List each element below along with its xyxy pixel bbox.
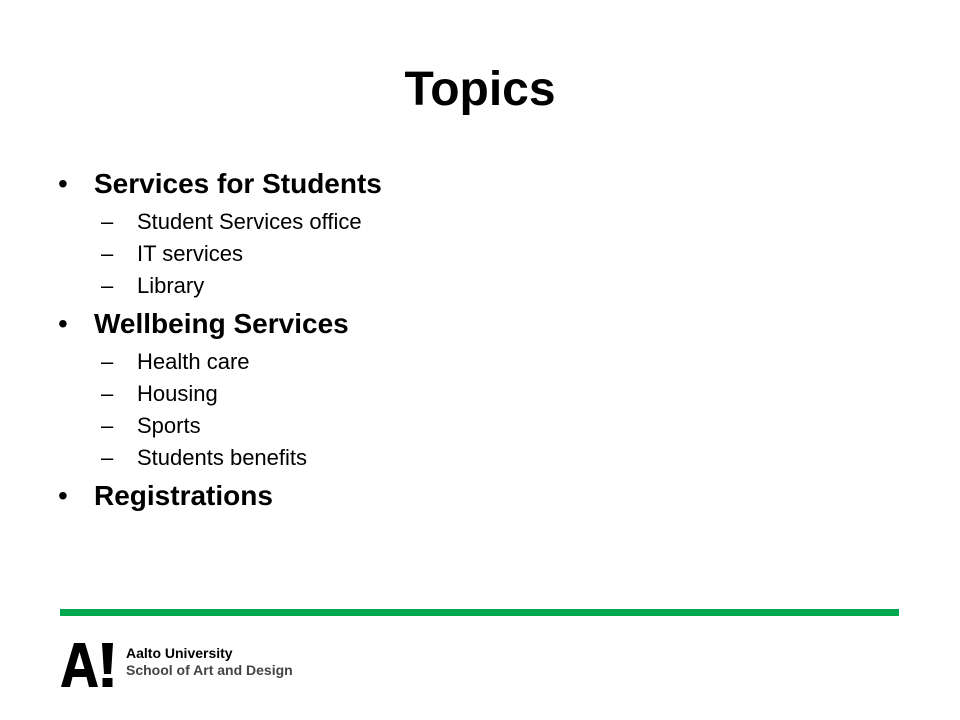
subitem-sports	[58, 410, 878, 442]
subitem-library	[58, 270, 878, 302]
logo-university-name: Aalto University	[126, 645, 233, 661]
subitem-students-benefits	[58, 442, 878, 474]
subitem-housing	[58, 378, 878, 410]
dash-icon: –	[101, 241, 114, 266]
aalto-logo-icon	[61, 642, 115, 688]
bullet-icon: •	[58, 168, 68, 199]
topic-label: Services for Students	[94, 168, 382, 199]
bullet-icon: •	[58, 308, 68, 339]
subitem-health-care	[58, 346, 878, 378]
dash-icon: –	[101, 381, 114, 406]
topic-label: Registrations	[94, 480, 273, 511]
subitem-it-services	[58, 238, 878, 270]
dash-icon: –	[101, 413, 114, 438]
topic-list	[58, 164, 878, 516]
subitem-label: Library	[137, 273, 205, 298]
dash-icon: –	[101, 273, 114, 298]
dash-icon: –	[101, 209, 114, 234]
slide-title: Topics	[404, 63, 556, 116]
subitem-student-services-office	[58, 206, 878, 238]
logo-text	[126, 645, 293, 679]
bullet-icon: •	[58, 480, 68, 511]
subitem-label: Health care	[137, 349, 250, 374]
subitem-label: Student Services office	[137, 209, 362, 234]
logo-school-name: School of Art and Design	[126, 662, 293, 678]
subitem-list	[58, 346, 878, 474]
subitem-list	[58, 206, 878, 302]
subitem-label: Housing	[137, 381, 218, 406]
dash-icon: –	[101, 349, 114, 374]
dash-icon: –	[101, 445, 114, 470]
topic-label: Wellbeing Services	[94, 308, 349, 339]
subitem-label: IT services	[137, 241, 243, 266]
footer-divider	[60, 609, 899, 616]
subitem-label: Sports	[137, 413, 201, 438]
topic-wellbeing-services	[58, 304, 878, 344]
subitem-label: Students benefits	[137, 445, 308, 470]
topic-services-for-students	[58, 164, 878, 204]
topic-registrations	[58, 476, 878, 516]
